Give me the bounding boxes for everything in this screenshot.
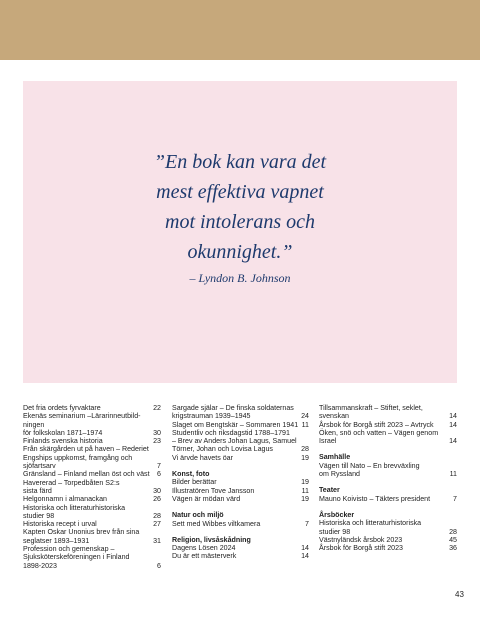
entry-page: 11 [301,420,309,429]
entry-title: Årsbok för Borgå stift 2023 [319,544,403,553]
entry-page: 23 [153,437,161,446]
index-entry [23,404,161,412]
entry-title: Vi ärvde havets öar [172,453,233,462]
entry-title: Helgonnamn i almanackan [23,495,107,504]
entry-page: 30 [153,486,161,495]
section-heading: Samhälle [319,453,351,462]
entry-page: 45 [449,535,457,544]
top-color-band [0,0,480,60]
index-entry [23,445,161,470]
index-entry [172,487,309,495]
quote-author: – Lyndon B. Johnson [189,271,291,285]
section-gap [319,503,457,507]
section-heading: Natur och miljö [172,511,224,520]
index-entry [172,454,309,462]
entry-title: Från skärgården ut på haven – Rederiet Engships uppkomst, framgång och sjöfartsarv [23,445,149,471]
entry-title: Sargade själar – De finska soldaternas krigstrauman 1939–1945 [172,404,294,421]
entry-title: Vägen till Nato – En brevväxling om Ryssland [319,461,420,479]
index-entry [172,495,309,503]
entry-title: Slaget om Bengtskär – Sommaren 1941 [172,420,299,429]
entry-page: 19 [301,478,309,487]
section-gap [172,462,309,466]
entry-page: 14 [449,437,457,446]
entry-title: Dagens Lösen 2024 [172,544,236,553]
entry-title: Havererad – Torpedbåten S2:s sista färd [23,478,120,495]
index-entry [23,504,161,521]
index-entry [319,462,457,479]
entry-title: Ekenäs seminarium –Lärarinneutbild-ningen för folkskolan 1871–1974 [23,412,141,437]
index-entry [319,429,457,446]
entry-page: 28 [449,527,457,536]
index-entry [319,519,457,536]
entry-page: 11 [449,470,457,479]
index-entry [319,536,457,544]
entry-page: 19 [301,494,309,503]
index-entry [319,544,457,552]
section-heading: Religion, livsåskådning [172,535,251,544]
section-heading: Konst, foto [172,470,210,479]
entry-page: 19 [301,453,309,462]
index-entry [172,544,309,552]
entry-title: Sett med Wibbes viltkamera [172,519,261,528]
entry-title: Tillsammanskraft – Stiftet, seklet, svenskan [319,404,423,421]
quote-line: okunnighet.” [187,241,293,263]
entry-page: 26 [153,495,161,504]
entry-page: 11 [301,486,309,495]
entry-title: Illustratören Tove Jansson [172,486,255,495]
section-heading: Teater [319,486,340,495]
index-entry [23,520,161,528]
index-column-2 [172,404,309,561]
entry-title: Gränsland – Finland mellan öst och väst [23,470,150,479]
index-entry [23,545,161,570]
entry-title: Profession och gemenskap – Sjuksköterskeföreningen i Finland 1898-2023 [23,545,130,570]
index-entry [23,528,161,545]
index-entry [172,421,309,429]
section-gap [172,503,309,507]
entry-title: Historiska och litteraturhistoriska studier 98 [23,503,126,520]
entry-title: Bilder berättar [172,478,217,487]
entry-page: 6 [157,470,161,479]
entry-page: 36 [449,544,457,553]
index-entry [172,520,309,528]
section-gap [319,445,457,449]
quote-text [23,147,457,267]
index-entry [172,478,309,486]
entry-title: Årsbok för Borgå stift 2023 – Avtryck [319,420,434,429]
index-column-3 [319,404,457,552]
quote-line: mot intolerans och [165,211,315,233]
entry-page: 28 [301,445,309,454]
quote-line: ”En bok kan vara det [153,151,327,173]
index-entry [23,437,161,445]
entry-page: 6 [157,561,161,570]
entry-page: 30 [153,428,161,437]
index-entry [172,552,309,560]
quote-line: mest effektiva vapnet [156,181,324,203]
index-entry [319,421,457,429]
entry-title: Öken, snö och vatten – Vägen genom Israel [319,428,439,446]
quote-box [23,81,457,383]
entry-title: Det fria ordets fyrvaktare [23,404,101,412]
index-entry [172,429,309,454]
index-entry [23,470,161,478]
entry-page: 14 [301,544,309,553]
entry-title: Finlands svenska historia [23,437,103,446]
index-entry [23,412,161,437]
entry-page: 7 [453,494,457,503]
entry-page: 14 [449,420,457,429]
section-gap [172,528,309,532]
entry-title: Kapten Oskar Unonius brev från sina seglatser 1893–1931 [23,528,140,545]
section-gap [319,478,457,482]
entry-title: Studentliv och riksdagstid 1788–1791 – Brev av Anders Johan Lagus, Samuel Törner, Johan och Lovisa Lagus [172,428,297,454]
entry-page: 14 [301,552,309,561]
entry-page: 14 [449,412,457,421]
entry-page: 31 [153,536,161,545]
index-entry [23,495,161,503]
page-number: 43 [455,590,464,599]
entry-title: Mauno Koivisto – Täkters president [319,494,431,503]
entry-page: 22 [153,404,161,412]
entry-title: Historiska recept i urval [23,520,97,529]
index-entry [319,495,457,503]
entry-title: Historiska och litteraturhistoriska studier 98 [319,519,422,536]
section-heading: Årsböcker [319,510,355,519]
index-entry [319,404,457,421]
index-entry [23,479,161,496]
entry-title: Vägen är mödan värd [172,494,241,503]
entry-page: 7 [157,462,161,471]
entry-page: 24 [301,412,309,421]
entry-page: 27 [153,520,161,529]
entry-page: 7 [305,519,309,528]
entry-title: Västnyländsk årsbok 2023 [319,535,403,544]
index-entry [172,404,309,421]
entry-title: Du är ett mästerverk [172,552,237,561]
index-column-1 [23,404,161,570]
entry-page: 28 [153,511,161,520]
